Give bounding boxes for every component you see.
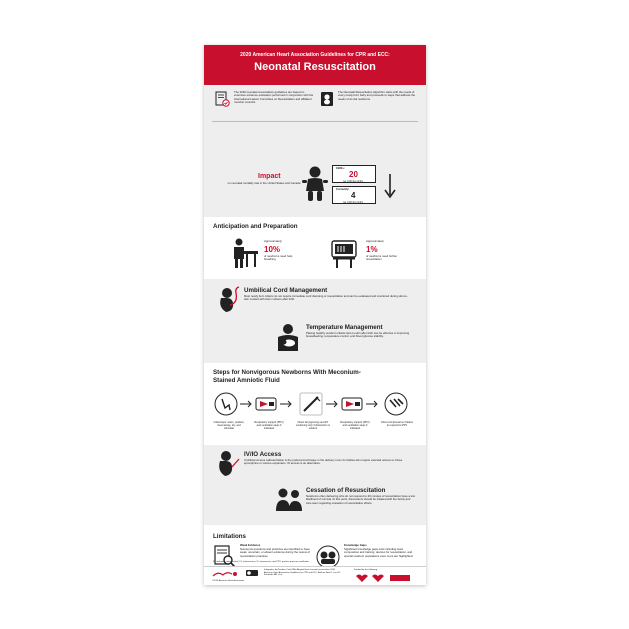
anticipation-title: Anticipation and Preparation (213, 223, 298, 230)
caregiver-warmer-icon (230, 237, 260, 269)
limitations-right-text: Significant knowledge gaps exist including team composition and training, devices for resuscitation, and special newborn populations even more are highlighted. (344, 547, 414, 558)
meconium-steps-section (204, 363, 426, 445)
intro-section (204, 85, 426, 217)
baby-swaddled-icon (320, 91, 334, 107)
anticipation-right-value: 1% (366, 245, 378, 254)
anticipation-left-pre: Approximately (264, 239, 282, 243)
infographic-poster (204, 45, 426, 585)
ivio-title: IV/IO Access (244, 451, 282, 458)
cessation-text: Newborns often delivering who do not respond to 20 minutes of resuscitation have a low likelihood of survival. At this point, discussions should be initiated with the family and care team regarding cessation of resuscitative efforts. (306, 494, 415, 505)
footnote: ET indicates endotracheal; IO, intraosseous; IV, intravenous; and PPV, positive pressure ventilation. (213, 561, 310, 563)
step-4-label: Respiratory support (PPV) and ventilation steps if indicated (340, 421, 370, 430)
cessation-title: Cessation of Resuscitation (306, 487, 386, 494)
stat2-value: 4 (351, 191, 356, 200)
footer-copyright: ©2020 American Heart Association (212, 580, 245, 582)
stat2-unit: per 1000 live births (343, 200, 364, 204)
ivio-cessation-section (204, 445, 426, 525)
ivio-text: Umbilical venous catheterization is the preferred technique in the delivery room for babies who require vascular access to infuse epinephrine or volume expanders. IO access is an alternative. (244, 458, 403, 466)
cord-temperature-section (204, 279, 426, 363)
steps-title-line2: Stained Amniotic Fluid (213, 377, 280, 384)
stimulate-hand-icon (215, 393, 237, 415)
intro-left-text: The 2020 neonatal resuscitation guidelines are based on extensive evidence evaluation performed in conjunction with the International Liaison Committee on Resuscitation and affiliated member councils. (234, 90, 314, 105)
steps-title-line1: Steps for Nonvigorous Newborns With Meconium- (213, 369, 361, 376)
infant-figure-icon (302, 165, 328, 203)
stat2-label: Currently: (336, 187, 350, 191)
creative-commons-icon (246, 570, 258, 576)
anticipation-section (204, 217, 426, 279)
funder-logos (354, 573, 414, 583)
anticipation-left-text: of newborns need help breathing (264, 254, 293, 262)
impact-label: Impact (258, 173, 281, 180)
laryngoscope-icon (300, 393, 322, 415)
header-banner (204, 45, 426, 85)
step-3-label: Direct laryngoscopy and ET suctioning only if obstruction is evident (296, 421, 330, 430)
limitations-left-title: Weak Evidence (240, 543, 261, 547)
cord-title: Umbilical Cord Management (244, 287, 328, 294)
step-2-label: Respiratory support (PPV) and ventilation steps if indicated (254, 421, 284, 430)
steps-flow-icons (212, 391, 418, 417)
stat-current-box (332, 186, 376, 204)
header-subtitle: 2020 American Heart Association Guidelines for CPR and ECC: (240, 52, 390, 58)
footer-funded: Funded by the following: (354, 569, 378, 571)
temperature-text: Placing healthy newborn infants skin-to-skin after birth can be effective in improving breastfeeding, temperature control, and blood glucose stability. (306, 331, 410, 339)
fetus-umbilical-cord-icon (214, 285, 240, 315)
step-1-label: Initial steps: warm, position, clear airway, dry, and stimulate (213, 421, 245, 430)
stat1-unit: per 1000 live births (343, 179, 364, 183)
anticipation-left-value: 10% (264, 245, 281, 254)
intro-divider (212, 121, 418, 122)
footer (204, 566, 426, 585)
stat1-label: 1960s: (336, 166, 345, 170)
arrow-down-icon (384, 173, 396, 199)
stat-1960s-box (332, 165, 376, 183)
document-check-icon (214, 91, 230, 107)
anticipation-right-pre: Approximately (366, 239, 384, 243)
limitations-title: Limitations (213, 533, 247, 540)
incubator-icon (330, 237, 360, 269)
limitations-right-title: Knowledge Gaps (344, 543, 367, 547)
stat1-value: 20 (349, 170, 358, 179)
mother-holding-baby-icon (274, 323, 302, 353)
header-title: Neonatal Resuscitation (254, 61, 376, 73)
family-care-team-icon (274, 485, 304, 515)
bag-mask-ventilation-icon (256, 398, 276, 410)
chest-compressions-icon (385, 393, 407, 415)
logo-mark (212, 570, 238, 578)
newborn-iv-icon (214, 449, 240, 479)
ppv-ventilation-icon (342, 398, 362, 410)
cord-text: Most newly born infants do not require immediate cord clamping or resuscitation and can be evaluated and monitored during skin-to-skin contact with their mothers after birth. (244, 294, 408, 302)
footer-credits: Infographic by Rosalina Caird, MA. Adapted from neonatal resuscitation 2020 American Heart Association Guidelines for CPR and ECC. Authors: Aziz K, Lee HC, Escobedo MB, et al. (264, 569, 341, 577)
impact-text: on neonatal mortality rate in the United States and Canada (227, 181, 301, 185)
limitations-left-text: Numerous questions and practices are identified to have weak, uncertain, or absent evidence during the review of resuscitation practices. (240, 547, 310, 558)
step-5-label: Chest compressions if failure to respond to PPV (380, 421, 414, 427)
intro-right-text: The Neonatal Resuscitation Algorithm starts with the needs of every newly born baby and proceeds to steps that address the needs of at-risk newborns. (338, 90, 416, 101)
temperature-title: Temperature Management (306, 324, 383, 331)
anticipation-right-text: of newborns need further resuscitation (366, 254, 398, 262)
